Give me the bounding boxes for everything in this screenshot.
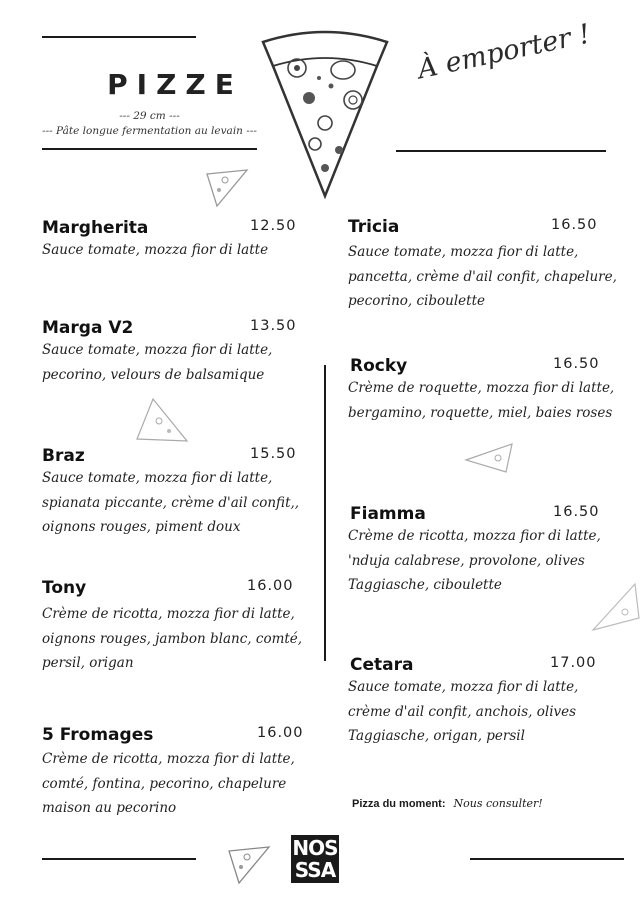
- item-price: 16.00: [247, 578, 294, 594]
- pizza-slice-doodle-icon: [203, 166, 251, 210]
- item-description: Crème de ricotta, mozza fior di latte, 'nduja calabrese, provolone, olives Taggiasche, ciboulette: [348, 528, 601, 593]
- item-name: Fiamma: [350, 504, 426, 524]
- item-description: Crème de ricotta, mozza fior di latte, comté, fontina, pecorino, chapelure maison au pecorino: [42, 751, 295, 816]
- item-name: Tony: [42, 578, 87, 598]
- pizza-slice-doodle-icon: [225, 843, 273, 887]
- pizza-slice-doodle-icon: [462, 440, 516, 476]
- logo-line: NOS: [292, 836, 338, 860]
- item-price: 13.50: [250, 318, 297, 334]
- item-name: Tricia: [348, 217, 400, 237]
- item-price: 16.50: [551, 217, 598, 233]
- item-price: 16.50: [553, 356, 600, 372]
- item-name: Margherita: [42, 218, 149, 238]
- item-name: Marga V2: [42, 318, 134, 338]
- item-description: Sauce tomate, mozza fior di latte: [42, 242, 269, 258]
- item-name: 5 Fromages: [42, 725, 154, 745]
- dough-note: --- Pâte longue fermentation au levain ---: [42, 125, 257, 137]
- item-description: Sauce tomate, mozza fior di latte, crème d'ail confit, anchois, olives Taggiasche, origan, persil: [348, 679, 579, 744]
- item-name: Rocky: [350, 356, 408, 376]
- logo-line: SSA: [294, 858, 336, 882]
- menu-title: PIZZE: [107, 68, 243, 101]
- pizza-size: --- 29 cm ---: [119, 110, 180, 122]
- top-right-rule: [396, 150, 606, 152]
- item-price: 15.50: [250, 446, 297, 462]
- item-name: Cetara: [350, 655, 414, 675]
- header-underline: [42, 148, 257, 150]
- pizza-slice-doodle-icon: [133, 395, 191, 447]
- item-price: 17.00: [550, 655, 597, 671]
- bottom-left-rule: [42, 858, 196, 860]
- item-name: Braz: [42, 446, 85, 466]
- pizza-slice-icon: [255, 28, 395, 203]
- moment-label: Pizza du moment:: [352, 798, 446, 810]
- takeaway-heading: À emporter !: [415, 18, 593, 86]
- moment-value: Nous consulter!: [453, 797, 543, 810]
- column-divider: [324, 365, 326, 661]
- item-price: 12.50: [250, 218, 297, 234]
- pizza-of-the-moment: [352, 797, 543, 810]
- top-left-rule: [42, 36, 196, 38]
- item-description: Sauce tomate, mozza fior di latte, spianata piccante, crème d'ail confit,, oignons rouges, piment doux: [42, 470, 300, 535]
- item-description: Sauce tomate, mozza fior di latte, pecorino, velours de balsamique: [42, 342, 273, 383]
- bottom-right-rule: [470, 858, 624, 860]
- item-price: 16.50: [553, 504, 600, 520]
- brand-logo: [291, 835, 339, 883]
- item-description: Crème de roquette, mozza fior di latte, bergamino, roquette, miel, baies roses: [348, 380, 615, 421]
- item-description: Sauce tomate, mozza fior di latte, pancetta, crème d'ail confit, chapelure, pecorino, ciboulette: [348, 244, 617, 309]
- item-price: 16.00: [257, 725, 304, 741]
- item-description: Crème de ricotta, mozza fior di latte, oignons rouges, jambon blanc, comté, persil, origan: [42, 606, 303, 671]
